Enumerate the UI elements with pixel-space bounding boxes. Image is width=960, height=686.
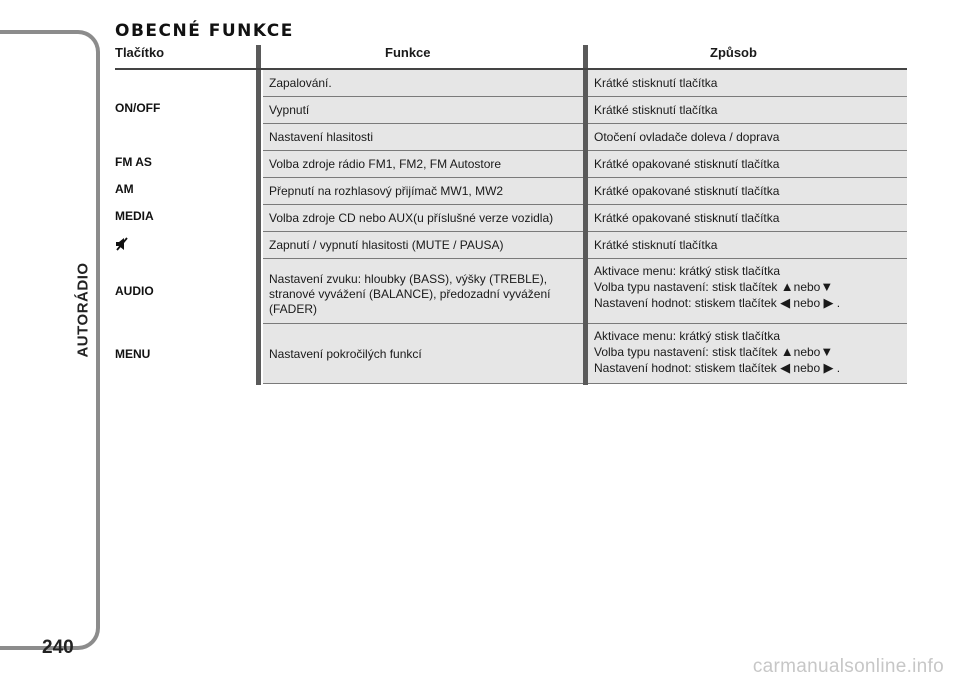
function-cell (263, 124, 583, 151)
button-label: ON/OFF (115, 101, 161, 115)
method-cell (588, 232, 907, 259)
function-text: Nastavení hlasitosti (269, 130, 374, 144)
triangle-right-icon: ▶ (823, 295, 834, 310)
table-row (115, 124, 907, 151)
table-row (115, 232, 907, 259)
function-text: Vypnutí (269, 103, 310, 117)
method-line (594, 360, 903, 376)
watermark: carmanualsonline.info (752, 656, 944, 677)
method-text (594, 329, 903, 376)
table-row (115, 205, 907, 232)
function-text: Zapnutí / vypnutí hlasitosti (MUTE / PAUSA) (269, 238, 504, 252)
header-button: Tlačítko (115, 45, 165, 60)
triangle-up-icon: ▲ (780, 344, 794, 359)
method-cell (588, 205, 907, 232)
method-cell (588, 70, 907, 97)
function-cell (263, 205, 583, 232)
triangle-right-icon: ▶ (823, 360, 834, 375)
function-cell (263, 232, 583, 259)
function-cell (263, 324, 583, 384)
method-line-text: Volba typu nastavení: stisk tlačítek (594, 280, 781, 294)
function-cell (263, 259, 583, 324)
method-text: Krátké opakované stisknutí tlačítka (594, 211, 780, 225)
table-row (115, 97, 907, 124)
table-row (115, 259, 907, 324)
method-line-text: Nastavení hodnot: stiskem tlačítek (594, 296, 781, 310)
method-cell (588, 124, 907, 151)
triangle-left-icon: ◀ (780, 295, 791, 310)
method-text: Otočení ovladače doleva / doprava (594, 130, 780, 144)
triangle-down-icon: ▼ (820, 344, 834, 359)
method-line-text: nebo (790, 296, 824, 310)
mute-speaker-icon (115, 236, 129, 257)
method-line-text: Volba typu nastavení: stisk tlačítek (594, 345, 781, 359)
button-label: MENU (115, 347, 151, 361)
method-text: Krátké opakované stisknutí tlačítka (594, 157, 780, 171)
triangle-up-icon: ▲ (780, 279, 794, 294)
method-line-text: . (833, 296, 841, 310)
method-line-text: nebo (793, 280, 821, 294)
side-tab (63, 240, 103, 380)
button-label: AM (115, 182, 134, 196)
function-text: Volba zdroje CD nebo AUX(u příslušné verze vozidla) (269, 211, 554, 225)
method-text: Krátké opakované stisknutí tlačítka (594, 184, 780, 198)
method-line (594, 295, 903, 311)
method-line (594, 344, 903, 360)
method-cell (588, 324, 907, 384)
function-text: Volba zdroje rádio FM1, FM2, FM Autostore (269, 157, 502, 171)
method-cell (588, 259, 907, 324)
button-label: MEDIA (115, 209, 154, 223)
method-line (594, 279, 903, 295)
table-row (115, 324, 907, 384)
button-label: AUDIO (115, 284, 154, 298)
table-row (115, 151, 907, 178)
method-text (594, 264, 903, 311)
method-line-text: nebo (793, 345, 821, 359)
triangle-down-icon: ▼ (820, 279, 834, 294)
function-text: Nastavení zvuku: hloubky (BASS), výšky (TREBLE), stranové vyvážení (BALANCE), předozadní vyvážení (FADER) (269, 272, 551, 316)
method-line: Aktivace menu: krátký stisk tlačítka (594, 329, 781, 343)
section-title: OBECNÉ FUNKCE (115, 21, 294, 41)
method-cell (588, 178, 907, 205)
method-text: Krátké stisknutí tlačítka (594, 103, 718, 117)
method-text: Krátké stisknutí tlačítka (594, 238, 718, 252)
header-function: Funkce (385, 45, 431, 60)
method-cell (588, 151, 907, 178)
page-number: 240 (42, 637, 74, 658)
function-text: Nastavení pokročilých funkcí (269, 347, 422, 361)
function-cell (263, 178, 583, 205)
function-text: Přepnutí na rozhlasový přijímač MW1, MW2 (269, 184, 504, 198)
table-row (115, 178, 907, 205)
function-cell (263, 70, 583, 97)
header-method: Způsob (710, 45, 757, 60)
method-cell (588, 97, 907, 124)
button-label: FM AS (115, 155, 152, 169)
method-line: Aktivace menu: krátký stisk tlačítka (594, 264, 781, 278)
method-text: Krátké stisknutí tlačítka (594, 76, 718, 90)
triangle-left-icon: ◀ (780, 360, 791, 375)
method-line-text: Nastavení hodnot: stiskem tlačítek (594, 361, 781, 375)
function-cell (263, 97, 583, 124)
function-text: Zapalování. (269, 76, 332, 90)
method-line-text: nebo (790, 361, 824, 375)
table-row (115, 70, 907, 97)
function-cell (263, 151, 583, 178)
side-tab-label: AUTORÁDIO (74, 262, 92, 358)
method-line-text: . (833, 361, 841, 375)
